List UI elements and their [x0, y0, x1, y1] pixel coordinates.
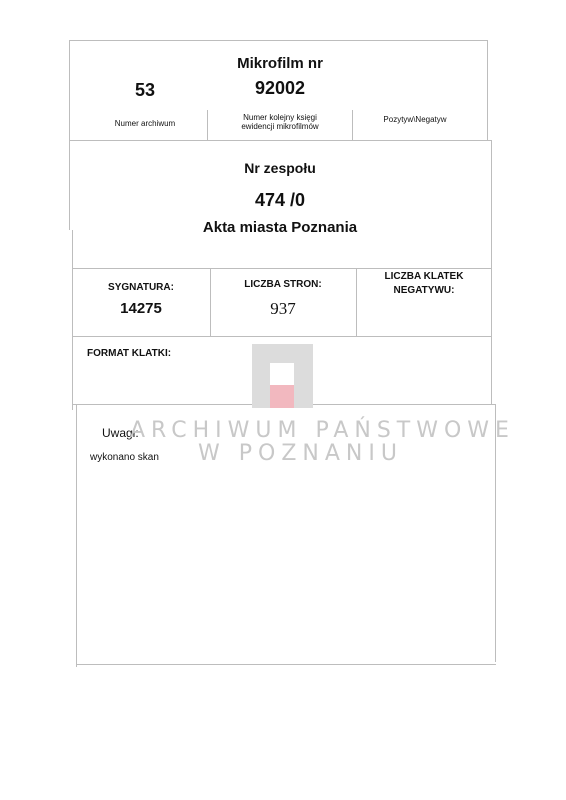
divider-header	[69, 140, 492, 141]
signature-value: 14275	[120, 300, 162, 317]
pages-label: LICZBA STRON:	[244, 279, 322, 290]
microfilm-number-label-2: ewidencji mikrofilmów	[241, 122, 319, 131]
archive-number-label: Numer archiwum	[114, 119, 176, 128]
positive-negative-label: Pozytyw\Negatyw	[383, 115, 447, 124]
card-border-top	[69, 40, 488, 41]
divider-header-col2	[352, 110, 353, 140]
pages-value: 937	[270, 299, 296, 318]
archive-number: 53	[134, 80, 156, 100]
watermark-line-1: ARCHIWUM PAŃSTWOWE	[130, 418, 515, 443]
divider-header-col1	[207, 110, 208, 140]
card-border-left-lower	[76, 405, 77, 667]
notes-label: Uwagi:	[102, 426, 139, 440]
emblem-white-field	[270, 363, 294, 385]
emblem-red-field	[270, 385, 294, 408]
notes-text: wykonano skan	[90, 452, 159, 463]
divider-details	[72, 336, 492, 337]
fonds-label: Nr zespołu	[244, 160, 316, 176]
fonds-number: 474 /0	[254, 190, 306, 210]
neg-frames-label-2: NEGATYWU:	[393, 285, 455, 296]
divider-fonds	[72, 268, 492, 269]
card-border-left-middle	[72, 230, 73, 410]
card-border-bottom	[76, 664, 496, 665]
card-border-right-lower	[491, 140, 492, 404]
card-border-right-upper	[487, 40, 488, 140]
divider-details-col1	[210, 268, 211, 336]
frame-format-label: FORMAT KLATKI:	[87, 348, 172, 359]
watermark-line-2: W POZNANIU	[198, 441, 403, 466]
fonds-name: Akta miasta Poznania	[202, 219, 358, 236]
microfilm-number-label-1: Numer kolejny księgi	[243, 113, 317, 122]
neg-frames-label-1: LICZBA KLATEK	[384, 271, 464, 282]
microfilm-title: Mikrofilm nr	[237, 55, 323, 72]
archive-watermark-emblem	[252, 344, 313, 408]
microfilm-number: 92002	[254, 78, 306, 98]
card-border-left-upper	[69, 40, 70, 230]
divider-details-col2	[356, 268, 357, 336]
signature-label: SYGNATURA:	[108, 282, 174, 293]
